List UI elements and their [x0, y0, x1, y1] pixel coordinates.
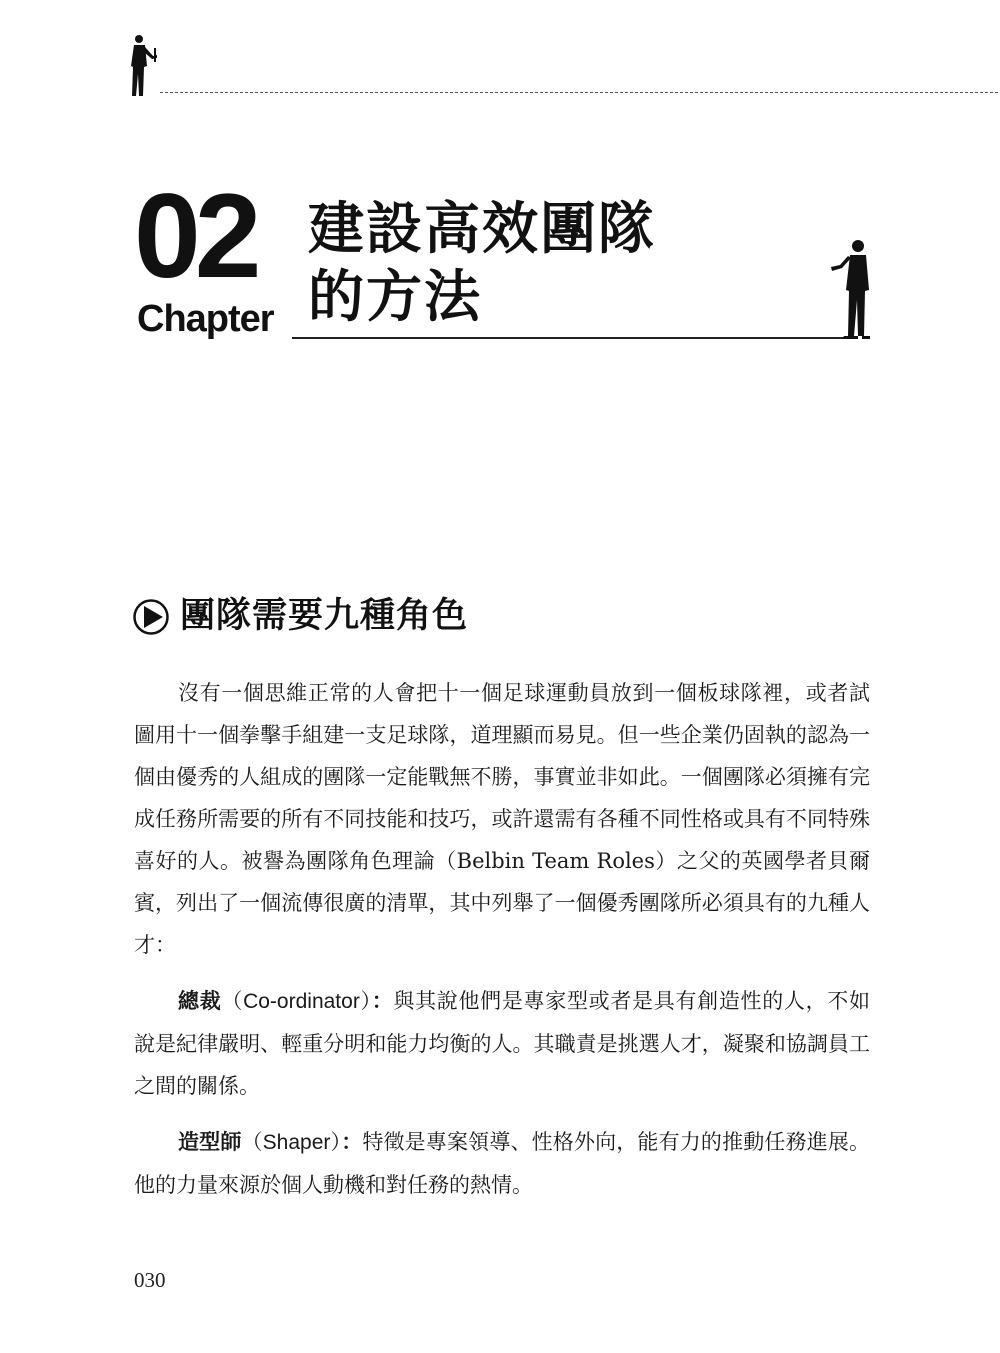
coordinator-term: 總裁 — [178, 989, 222, 1013]
header-dashed-line — [160, 92, 998, 93]
play-circle-icon — [132, 598, 170, 636]
chapter-label: Chapter — [137, 298, 274, 340]
page-number: 030 — [134, 1268, 166, 1292]
coordinator-term-english: （Co-ordinator） — [221, 990, 372, 1013]
coordinator-paragraph — [134, 980, 870, 1107]
chapter-number: 02 — [134, 169, 256, 303]
shaper-term: 造型師 — [178, 1130, 242, 1154]
shaper-term-english: （Shaper） — [241, 1131, 342, 1154]
intro-paragraph: 沒有一個思維正常的人會把十一個足球運動員放到一個板球隊裡，或者試圖用十一個拳擊手組建一支足球隊，道理顯而易見。但一些企業仍固執的認為一個由優秀的人組成的團隊一定能戰無不勝，事實並非如此。一個團隊必須擁有完成任務所需要的所有不同技能和技巧，或許還需有各種不同性格或具有不同特殊喜好的人。被譽為團隊角色理論（Belbin Team Roles）之父的英國學者貝爾賓，列出了一個流傳很廣的清單，其中列舉了一個優秀團隊所必須具有的九種人才： — [134, 681, 870, 957]
chapter-title-line-1: 建設高效團隊 — [308, 197, 656, 262]
pointing-man-icon — [826, 238, 876, 340]
coordinator-colon: ： — [371, 989, 394, 1013]
coordinator-description: 與其說他們是專家型或者是具有創造性的人，不如說是紀律嚴明、輕重分明和能力均衡的人。其職責是挑選人才，凝聚和協調員工之間的關係。 — [134, 989, 870, 1098]
chapter-title — [308, 196, 656, 332]
chapter-title-underline — [292, 337, 858, 339]
standing-man-icon — [126, 34, 162, 98]
shaper-description: 特徵是專案領導、性格外向，能有力的推動任務進展。他的力量來源於個人動機和對任務的熱情。 — [134, 1130, 871, 1197]
shaper-paragraph — [134, 1121, 870, 1206]
shaper-colon: ： — [341, 1130, 363, 1154]
section-title: 團隊需要九種角色 — [180, 596, 469, 636]
chapter-title-line-2: 的方法 — [308, 265, 482, 330]
body-text — [134, 672, 870, 1206]
